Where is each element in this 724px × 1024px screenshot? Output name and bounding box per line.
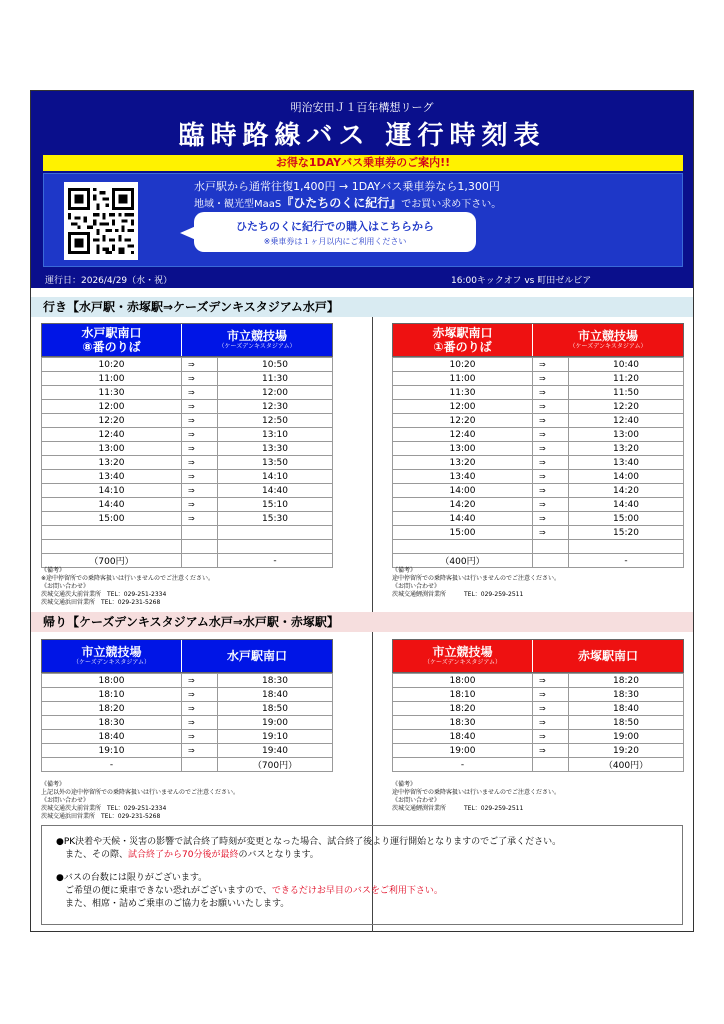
table-row <box>42 702 333 716</box>
arrow-icon: ⇒ <box>533 498 569 512</box>
contact-line: 茨城交通浜田営業所 TEL：029-231-5268 <box>41 599 161 606</box>
table-row <box>42 442 333 456</box>
arrival-time: 11:30 <box>218 372 333 386</box>
to-stop: 赤塚駅南口 <box>577 649 638 663</box>
arrival-time <box>218 540 333 554</box>
departure-time: 18:20 <box>393 702 533 716</box>
notes-heading: 《備考》 <box>392 781 417 788</box>
inbound-mito-table <box>41 639 333 772</box>
arrow-icon: ⇒ <box>533 716 569 730</box>
kickoff-info: 16:00キックオフ vs 町田ゼルビア <box>451 276 592 286</box>
table-row <box>42 386 333 400</box>
promo-maas-name: 『ひたちのくに紀行』 <box>281 196 402 210</box>
departure-time: 18:30 <box>42 716 182 730</box>
outbound-section-title: 行き【水戸駅・赤塚駅⇒ケーズデンキスタジアム水戸】 <box>31 297 693 317</box>
arrow-icon: ⇒ <box>533 674 569 688</box>
arrow-icon <box>182 540 218 554</box>
fare-cell-left: - <box>42 758 182 772</box>
table-row <box>42 526 333 540</box>
promo-maas-text <box>194 194 501 211</box>
departure-time: 12:40 <box>42 428 182 442</box>
departure-time <box>42 540 182 554</box>
promo-banner: お得な1DAYバス乗車券のご案内!! <box>43 155 683 171</box>
arrival-time: 14:40 <box>569 498 684 512</box>
departure-time: 11:00 <box>42 372 182 386</box>
departure-time: 15:00 <box>42 512 182 526</box>
info-capacity: ●バスの台数には限りがございます。 <box>56 873 208 883</box>
fare-cell-right: - <box>569 554 684 568</box>
arrival-time <box>569 540 684 554</box>
ticket-validity-note: ※乗車券は１ヶ月以内にご利用ください <box>263 237 407 246</box>
arrival-time: 18:30 <box>569 688 684 702</box>
arrival-time: 15:30 <box>218 512 333 526</box>
fare-cell: （400円） <box>569 758 684 772</box>
arrow-icon: ⇒ <box>182 702 218 716</box>
arrow-icon: ⇒ <box>533 456 569 470</box>
departure-time: 14:40 <box>393 512 533 526</box>
to-stop: 市立競技場 <box>577 329 638 343</box>
contact-line: 茨城交通鯉渕営業所 TEL：029-259-2511 <box>392 805 524 812</box>
departure-time <box>42 526 182 540</box>
arrow-icon: ⇒ <box>533 414 569 428</box>
contact-line: 茨城交通浜田営業所 TEL：029-231-5268 <box>41 813 161 820</box>
table-row <box>393 456 684 470</box>
arrow-icon: ⇒ <box>182 372 218 386</box>
arrival-time: 12:30 <box>218 400 333 414</box>
contact-line: 茨城交通鯉渕営業所 TEL：029-259-2511 <box>392 591 524 598</box>
arrival-time: 11:50 <box>569 386 684 400</box>
contact-heading: 《お問い合わせ》 <box>41 583 90 590</box>
arrow-icon: ⇒ <box>533 400 569 414</box>
arrival-time: 13:00 <box>569 428 684 442</box>
arrival-time: 14:40 <box>218 484 333 498</box>
table-row <box>42 688 333 702</box>
arrival-time: 18:20 <box>569 674 684 688</box>
table-row <box>393 540 684 554</box>
from-platform: ①番のりば <box>433 340 492 354</box>
table-row <box>42 484 333 498</box>
arrival-time: 12:00 <box>218 386 333 400</box>
from-stop-sub: （ケーズデンキスタジアム） <box>424 659 501 666</box>
arrival-time: 18:40 <box>218 688 333 702</box>
purchase-link[interactable]: ひたちのくに紀行での購入はこちらから <box>236 220 434 233</box>
notes-heading: 《備考》 <box>41 567 66 574</box>
table-row <box>393 498 684 512</box>
departure-time: 12:20 <box>393 414 533 428</box>
table-row <box>393 400 684 414</box>
fare-cell: （700円） <box>218 758 333 772</box>
arrow-icon: ⇒ <box>182 386 218 400</box>
departure-time: 12:40 <box>393 428 533 442</box>
arrival-time: 12:50 <box>218 414 333 428</box>
timetable-sheet <box>30 90 694 932</box>
departure-time: 13:40 <box>393 470 533 484</box>
departure-time: 14:20 <box>393 498 533 512</box>
info-last-bus <box>56 849 682 862</box>
arrow-icon: ⇒ <box>533 688 569 702</box>
table-row <box>42 358 333 372</box>
departure-time: 13:00 <box>393 442 533 456</box>
departure-time: 13:20 <box>393 456 533 470</box>
arrow-icon: ⇒ <box>182 730 218 744</box>
table-row <box>393 358 684 372</box>
arrival-time: 15:20 <box>569 526 684 540</box>
departure-time: 11:30 <box>393 386 533 400</box>
table-row <box>393 702 684 716</box>
arrival-time: 14:10 <box>218 470 333 484</box>
departure-time: 10:20 <box>42 358 182 372</box>
departure-time: 14:00 <box>393 484 533 498</box>
departure-time: 13:40 <box>42 470 182 484</box>
outbound-mito-table <box>41 323 333 568</box>
table-row <box>42 716 333 730</box>
table-row <box>393 674 684 688</box>
contact-line: 茨城交通茨大前営業所 TEL：029-251-2334 <box>41 591 167 598</box>
notes-text: 上記以外の途中停留所での乗降客扱いは行いませんのでご注意ください。 <box>41 789 240 796</box>
table-row <box>42 414 333 428</box>
arrow-icon: ⇒ <box>182 400 218 414</box>
outbound-mito-notes <box>41 567 341 607</box>
arrow-icon <box>182 526 218 540</box>
departure-time: 18:10 <box>42 688 182 702</box>
timetable <box>392 357 684 568</box>
arrow-icon: ⇒ <box>533 526 569 540</box>
outbound-akatsuka-notes <box>392 567 692 599</box>
table-row <box>42 674 333 688</box>
arrival-time: 12:20 <box>569 400 684 414</box>
arrival-time: 13:50 <box>218 456 333 470</box>
table-header <box>41 323 333 357</box>
table-row <box>42 372 333 386</box>
table-row <box>42 744 333 758</box>
arrival-time: 10:40 <box>569 358 684 372</box>
arrow-icon: ⇒ <box>182 484 218 498</box>
arrow-icon: ⇒ <box>182 674 218 688</box>
arrival-time: 15:00 <box>569 512 684 526</box>
table-row <box>393 526 684 540</box>
arrow-icon: ⇒ <box>182 442 218 456</box>
operation-date: 運行日：2026/4/29（水・祝） <box>45 276 173 286</box>
departure-time: 18:30 <box>393 716 533 730</box>
departure-time: 19:10 <box>42 744 182 758</box>
info-cooperation: また、相席・詰めご乗車のご協力をお願いいたします。 <box>56 899 290 909</box>
departure-time: 12:00 <box>393 400 533 414</box>
contact-heading: 《お問い合わせ》 <box>392 797 441 804</box>
arrival-time: 19:00 <box>569 730 684 744</box>
table-row <box>393 744 684 758</box>
promo-price-text: 水戸駅から通常往復1,400円 → 1DAYバス乗車券なら1,300円 <box>194 180 500 193</box>
table-row <box>393 688 684 702</box>
info-highlight: 試合終了から70分後が最終 <box>128 850 239 860</box>
table-row <box>393 716 684 730</box>
from-stop: 赤塚駅南口 <box>432 326 493 340</box>
arrival-time: 19:40 <box>218 744 333 758</box>
arrow-icon: ⇒ <box>182 498 218 512</box>
arrow-icon: ⇒ <box>182 512 218 526</box>
arrival-time: 13:10 <box>218 428 333 442</box>
arrow-icon: ⇒ <box>533 358 569 372</box>
table-row <box>42 730 333 744</box>
arrow-icon: ⇒ <box>533 470 569 484</box>
page-title: 臨時路線バス 運行時刻表 <box>178 121 546 151</box>
inbound-akatsuka-notes <box>392 781 692 813</box>
table-row <box>393 442 684 456</box>
arrival-time: 12:40 <box>569 414 684 428</box>
from-platform: ⑧番のりば <box>82 340 141 354</box>
arrow-icon: ⇒ <box>533 428 569 442</box>
arrow-icon: ⇒ <box>182 470 218 484</box>
to-stop-sub: （ケーズデンキスタジアム） <box>218 343 296 350</box>
header <box>31 91 693 288</box>
departure-time <box>393 540 533 554</box>
from-stop-sub: （ケーズデンキスタジアム） <box>73 659 150 666</box>
info-text: また、その際、 <box>56 850 129 860</box>
arrow-icon: ⇒ <box>533 442 569 456</box>
arrival-time <box>218 526 333 540</box>
promo-box <box>43 173 683 267</box>
from-stop: 水戸駅南口 <box>81 326 142 340</box>
to-stop: 水戸駅南口 <box>226 649 287 663</box>
arrow-icon: ⇒ <box>533 730 569 744</box>
arrow-icon: ⇒ <box>533 744 569 758</box>
inbound-mito-notes <box>41 781 341 821</box>
arrival-time: 14:00 <box>569 470 684 484</box>
departure-time: 11:00 <box>393 372 533 386</box>
league-name: 明治安田Ｊ１百年構想リーグ <box>290 101 434 114</box>
outbound-akatsuka-table <box>392 323 684 568</box>
table-header <box>41 639 333 673</box>
info-pk-notice: ●PK決着や天候・災害の影響で試合終了時刻が変更となった場合、試合終了後より運行開始となりますのでご了承ください。 <box>56 837 562 847</box>
arrow-icon <box>533 540 569 554</box>
arrival-time: 19:20 <box>569 744 684 758</box>
departure-time: 12:20 <box>42 414 182 428</box>
contact-heading: 《お問い合わせ》 <box>392 583 441 590</box>
arrow-icon: ⇒ <box>182 428 218 442</box>
table-row <box>393 428 684 442</box>
arrow-icon: ⇒ <box>182 456 218 470</box>
table-row <box>42 470 333 484</box>
info-text: ご希望の便に乗車できない恐れがございますので、 <box>56 886 272 896</box>
table-row <box>393 512 684 526</box>
departure-time: 18:20 <box>42 702 182 716</box>
departure-time: 18:40 <box>393 730 533 744</box>
table-row <box>42 512 333 526</box>
info-early-bus <box>56 885 682 898</box>
departure-time: 12:00 <box>42 400 182 414</box>
qr-code-icon[interactable] <box>64 182 138 260</box>
arrival-time: 13:30 <box>218 442 333 456</box>
table-header <box>392 639 684 673</box>
arrival-time: 15:10 <box>218 498 333 512</box>
table-row <box>393 730 684 744</box>
timetable <box>41 673 333 772</box>
to-stop: 市立競技場 <box>226 329 287 343</box>
fare-cell: （700円） <box>42 554 182 568</box>
timetable <box>392 673 684 772</box>
table-row <box>393 386 684 400</box>
info-text: のバスとなります。 <box>238 850 319 860</box>
divider <box>372 317 373 612</box>
from-stop: 市立競技場 <box>432 645 493 659</box>
arrival-time: 19:10 <box>218 730 333 744</box>
arrival-time: 18:50 <box>569 716 684 730</box>
arrival-time: 10:50 <box>218 358 333 372</box>
table-row <box>42 400 333 414</box>
departure-time: 19:00 <box>393 744 533 758</box>
fare-cell-left: - <box>393 758 533 772</box>
inbound-akatsuka-table <box>392 639 684 772</box>
notes-text: ※途中停留所での乗降客扱いは行いませんのでご注意ください。 <box>41 575 215 582</box>
departure-time: 14:10 <box>42 484 182 498</box>
to-stop-sub: （ケーズデンキスタジアム） <box>569 343 647 350</box>
table-row <box>393 484 684 498</box>
promo-maas-pre: 地域・観光型MaaS <box>194 199 282 210</box>
departure-time: 18:00 <box>393 674 533 688</box>
inbound-section-title: 帰り【ケーズデンキスタジアム水戸⇒水戸駅・赤塚駅】 <box>31 612 693 632</box>
departure-time: 13:20 <box>42 456 182 470</box>
info-box <box>41 825 683 925</box>
departure-time: 10:20 <box>393 358 533 372</box>
arrival-time: 19:00 <box>218 716 333 730</box>
arrival-time: 18:30 <box>218 674 333 688</box>
purchase-callout <box>194 212 476 252</box>
contact-heading: 《お問い合わせ》 <box>41 797 90 804</box>
arrival-time: 13:20 <box>569 442 684 456</box>
table-row <box>393 470 684 484</box>
notes-heading: 《備考》 <box>41 781 66 788</box>
arrow-icon: ⇒ <box>533 702 569 716</box>
departure-time: 11:30 <box>42 386 182 400</box>
departure-time: 18:00 <box>42 674 182 688</box>
table-row <box>42 428 333 442</box>
arrow-icon: ⇒ <box>182 414 218 428</box>
from-stop: 市立競技場 <box>81 645 142 659</box>
arrival-time: 18:50 <box>218 702 333 716</box>
table-header <box>392 323 684 357</box>
departure-time: 14:40 <box>42 498 182 512</box>
departure-time: 15:00 <box>393 526 533 540</box>
table-row <box>42 498 333 512</box>
info-highlight: できるだけお早目のバスをご利用下さい。 <box>271 886 443 896</box>
fare-cell: （400円） <box>393 554 533 568</box>
arrow-icon: ⇒ <box>182 744 218 758</box>
arrow-icon: ⇒ <box>182 358 218 372</box>
arrow-icon: ⇒ <box>533 386 569 400</box>
arrow-icon: ⇒ <box>182 716 218 730</box>
arrow-icon: ⇒ <box>182 688 218 702</box>
arrival-time: 11:20 <box>569 372 684 386</box>
table-row <box>42 456 333 470</box>
arrival-time: 14:20 <box>569 484 684 498</box>
departure-time: 18:10 <box>393 688 533 702</box>
notes-heading: 《備考》 <box>392 567 417 574</box>
fare-cell-right: - <box>218 554 333 568</box>
arrow-icon: ⇒ <box>533 512 569 526</box>
departure-time: 18:40 <box>42 730 182 744</box>
timetable <box>41 357 333 568</box>
arrow-icon: ⇒ <box>533 372 569 386</box>
arrow-icon: ⇒ <box>533 484 569 498</box>
promo-maas-post: でお買い求め下さい。 <box>401 199 502 210</box>
table-row <box>42 540 333 554</box>
arrival-time: 18:40 <box>569 702 684 716</box>
table-row <box>393 414 684 428</box>
notes-text: 途中停留所での乗降客扱いは行いませんのでご注意ください。 <box>392 789 561 796</box>
arrival-time: 13:40 <box>569 456 684 470</box>
notes-text: 途中停留所での乗降客扱いは行いませんのでご注意ください。 <box>392 575 561 582</box>
departure-time: 13:00 <box>42 442 182 456</box>
table-row <box>393 372 684 386</box>
contact-line: 茨城交通茨大前営業所 TEL：029-251-2334 <box>41 805 167 812</box>
